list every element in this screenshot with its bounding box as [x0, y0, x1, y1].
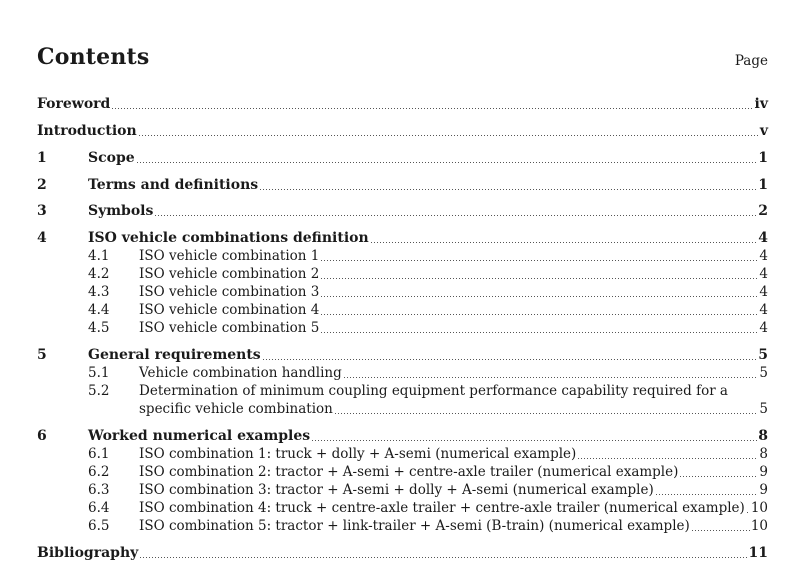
toc-title: Foreword: [37, 96, 111, 112]
toc-number: 4: [37, 230, 47, 246]
dot-leader: [320, 260, 758, 261]
dot-leader: [320, 332, 758, 333]
dot-leader: [262, 359, 758, 360]
toc-entry-4-5[interactable]: [37, 319, 768, 337]
toc-entry-4-2[interactable]: [37, 265, 768, 283]
toc-entry-5-1[interactable]: [37, 364, 768, 382]
toc-title: Worked numerical examples: [88, 428, 311, 444]
toc-page: 5: [759, 401, 768, 417]
toc-number: 5: [37, 347, 47, 363]
dot-leader: [320, 296, 758, 297]
toc-page: 8: [758, 428, 768, 444]
toc-page: 2: [758, 203, 768, 219]
toc-entry-terms[interactable]: [37, 176, 768, 194]
dot-leader: [655, 494, 759, 495]
toc-page: 5: [759, 365, 768, 381]
toc-title: ISO vehicle combination 2: [139, 266, 320, 282]
dot-leader: [138, 135, 759, 136]
toc-title: ISO combination 4: truck + centre-axle trailer + centre-axle trailer (numerical example): [139, 500, 745, 516]
toc-page: 10: [750, 500, 768, 516]
toc-title: ISO combination 3: tractor + A-semi + dolly + A-semi (numerical example): [139, 482, 654, 498]
toc-number: 6.4: [88, 500, 110, 516]
toc-title: ISO combination 5: tractor + link-trailer + A-semi (B-train) (numerical example): [139, 518, 690, 534]
toc-title: Terms and definitions: [88, 177, 259, 193]
toc-entry-introduction[interactable]: [37, 122, 768, 140]
toc-entry-4-1[interactable]: [37, 247, 768, 265]
dot-leader: [320, 278, 758, 279]
toc-number: 6.1: [88, 446, 110, 462]
toc-title-line2: specific vehicle combination: [139, 401, 333, 417]
dot-leader: [154, 215, 757, 216]
toc-entry-4-3[interactable]: [37, 283, 768, 301]
dot-leader: [111, 108, 753, 109]
toc-entry-bibliography[interactable]: [37, 544, 768, 562]
toc-page: 11: [748, 545, 768, 561]
toc-number: 6: [37, 428, 47, 444]
toc-page: 4: [758, 230, 768, 246]
toc-page: 10: [750, 518, 768, 534]
toc-page: 9: [759, 464, 768, 480]
toc-page: 4: [759, 248, 768, 264]
toc-page: 4: [759, 320, 768, 336]
toc-page: iv: [754, 96, 768, 112]
dot-leader: [136, 162, 758, 163]
dot-leader: [320, 314, 758, 315]
dot-leader: [334, 413, 759, 414]
toc-entry-6-2[interactable]: [37, 463, 768, 481]
toc-number: 1: [37, 150, 47, 166]
toc-number: 4.1: [88, 248, 110, 264]
toc-number: 5.1: [88, 365, 110, 381]
toc-number: 5.2: [88, 383, 110, 399]
dot-leader: [577, 458, 758, 459]
toc-page: 5: [758, 347, 768, 363]
toc-number: 2: [37, 177, 47, 193]
toc-title: Vehicle combination handling: [139, 365, 342, 381]
dot-leader: [746, 512, 750, 513]
dot-leader: [259, 189, 757, 190]
toc-number: 6.3: [88, 482, 110, 498]
toc-title: ISO vehicle combination 4: [139, 302, 320, 318]
dot-leader: [343, 377, 759, 378]
toc-title: ISO vehicle combinations definition: [88, 230, 369, 246]
toc-page: 4: [759, 266, 768, 282]
toc-page: 8: [759, 446, 768, 462]
toc-title: ISO vehicle combination 3: [139, 284, 320, 300]
toc-entry-5-2-continued[interactable]: [37, 400, 768, 418]
toc-entry-6-1[interactable]: [37, 445, 768, 463]
toc-page: 4: [759, 284, 768, 300]
toc-title: ISO combination 2: tractor + A-semi + centre-axle trailer (numerical example): [139, 464, 679, 480]
toc-number: 3: [37, 203, 47, 219]
dot-leader: [679, 476, 758, 477]
toc-entry-worked-examples[interactable]: [37, 427, 768, 445]
toc-entry-6-5[interactable]: [37, 517, 768, 535]
toc-page: 9: [759, 482, 768, 498]
toc-page: v: [759, 123, 768, 139]
toc-title: Introduction: [37, 123, 137, 139]
toc-title: ISO vehicle combination 5: [139, 320, 320, 336]
toc-number: 6.2: [88, 464, 110, 480]
toc-title: Symbols: [88, 203, 154, 219]
dot-leader: [370, 242, 758, 243]
page-column-label: Page: [734, 53, 768, 69]
toc-entry-iso-definition[interactable]: [37, 229, 768, 247]
toc-number: 4.5: [88, 320, 110, 336]
toc-title: Bibliography: [37, 545, 139, 561]
toc-entry-4-4[interactable]: [37, 301, 768, 319]
toc-title-line1: Determination of minimum coupling equipment performance capability required for a: [139, 383, 728, 399]
toc-number: 6.5: [88, 518, 110, 534]
toc-entry-5-2[interactable]: [37, 382, 768, 400]
toc-entry-6-3[interactable]: [37, 481, 768, 499]
contents-heading: Contents: [37, 44, 150, 70]
dot-leader: [139, 557, 747, 558]
toc-title: General requirements: [88, 347, 261, 363]
toc-entry-foreword[interactable]: [37, 95, 768, 113]
toc-number: 4.2: [88, 266, 110, 282]
toc-page: 4: [759, 302, 768, 318]
toc-title: ISO vehicle combination 1: [139, 248, 320, 264]
toc-title: ISO combination 1: truck + dolly + A-semi (numerical example): [139, 446, 577, 462]
toc-entry-6-4[interactable]: [37, 499, 768, 517]
toc-page: 1: [758, 177, 768, 193]
toc-number: 4.4: [88, 302, 110, 318]
toc-page: 1: [758, 150, 768, 166]
toc-entry-general-requirements[interactable]: [37, 346, 768, 364]
toc-title: Scope: [88, 150, 135, 166]
toc-entry-scope[interactable]: [37, 149, 768, 167]
toc-number: 4.3: [88, 284, 110, 300]
dot-leader: [311, 440, 757, 441]
toc-entry-symbols[interactable]: [37, 202, 768, 220]
dot-leader: [691, 530, 750, 531]
